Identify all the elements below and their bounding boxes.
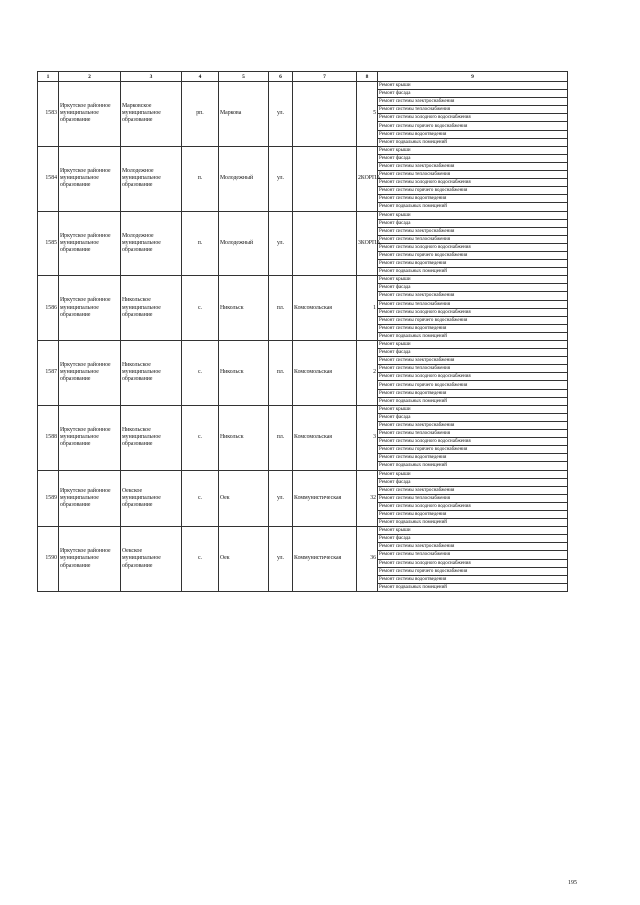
repair-work-item: Ремонт фасада: [378, 413, 568, 421]
repair-work-item: Ремонт системы электроснабжения: [378, 98, 568, 106]
repair-work-item: Ремонт системы холодного водоснабжения: [378, 438, 568, 446]
house-number-cell: 5: [357, 82, 378, 147]
repair-work-item: Ремонт подвальных помещений: [378, 203, 568, 211]
district-cell: Иркутское районное муниципальное образование: [59, 211, 121, 276]
municipality-cell: Марковское муниципальное образование: [121, 82, 182, 147]
repair-work-item: Ремонт крыши: [378, 341, 568, 349]
row-number-cell: 1587: [38, 341, 59, 406]
repair-work-item: Ремонт крыши: [378, 405, 568, 413]
repair-work-item: Ремонт системы горячего водоснабжения: [378, 122, 568, 130]
repair-work-item: Ремонт системы горячего водоснабжения: [378, 567, 568, 575]
repair-work-item: Ремонт системы водоотведения: [378, 195, 568, 203]
street-cell: Комсомольская: [293, 276, 357, 341]
repair-work-item: Ремонт фасада: [378, 154, 568, 162]
repair-work-item: Ремонт системы теплоснабжения: [378, 551, 568, 559]
repair-work-item: Ремонт системы холодного водоснабжения: [378, 243, 568, 251]
repair-work-item: Ремонт системы электроснабжения: [378, 543, 568, 551]
register-sheet: [37, 71, 567, 592]
district-cell: Иркутское районное муниципальное образование: [59, 405, 121, 470]
settlement-cell: Оек: [219, 527, 269, 592]
municipality-cell: Никольское муниципальное образование: [121, 341, 182, 406]
street-cell: Коммунистическая: [293, 527, 357, 592]
repair-work-item: Ремонт системы горячего водоснабжения: [378, 187, 568, 195]
register-entry-row: [38, 470, 568, 478]
register-entry-row: [38, 341, 568, 349]
repair-work-item: Ремонт системы водоотведения: [378, 260, 568, 268]
repair-work-item: Ремонт подвальных помещений: [378, 583, 568, 591]
repair-work-item: Ремонт крыши: [378, 527, 568, 535]
house-number-cell: 32: [357, 470, 378, 527]
repair-work-item: Ремонт системы водоотведения: [378, 454, 568, 462]
municipality-cell: Оекское муниципальное образование: [121, 527, 182, 592]
house-number-cell: 3: [357, 405, 378, 470]
column-header: 1: [38, 72, 59, 82]
repair-work-item: Ремонт системы теплоснабжения: [378, 494, 568, 502]
district-cell: Иркутское районное муниципальное образование: [59, 527, 121, 592]
settlement-cell: Никольск: [219, 405, 269, 470]
repair-work-item: Ремонт системы водоотведения: [378, 510, 568, 518]
row-number-cell: 1588: [38, 405, 59, 470]
settlement-type-cell: с.: [182, 341, 219, 406]
repair-work-item: Ремонт системы холодного водоснабжения: [378, 373, 568, 381]
repair-work-item: Ремонт системы водоотведения: [378, 324, 568, 332]
settlement-type-cell: рп.: [182, 82, 219, 147]
district-cell: Иркутское районное муниципальное образование: [59, 470, 121, 527]
repair-work-item: Ремонт подвальных помещений: [378, 519, 568, 527]
repair-work-item: Ремонт системы водоотведения: [378, 130, 568, 138]
repair-work-item: Ремонт системы электроснабжения: [378, 227, 568, 235]
repair-work-item: Ремонт системы теплоснабжения: [378, 365, 568, 373]
repair-work-item: Ремонт фасада: [378, 219, 568, 227]
column-header: 4: [182, 72, 219, 82]
settlement-cell: Оек: [219, 470, 269, 527]
settlement-type-cell: с.: [182, 527, 219, 592]
repair-work-item: Ремонт системы холодного водоснабжения: [378, 114, 568, 122]
house-number-cell: 2КОРПА: [357, 146, 378, 211]
register-entry-row: [38, 211, 568, 219]
repair-work-item: Ремонт системы холодного водоснабжения: [378, 179, 568, 187]
house-number-cell: 2: [357, 341, 378, 406]
column-header: 8: [357, 72, 378, 82]
street-type-cell: ул.: [269, 82, 293, 147]
row-number-cell: 1585: [38, 211, 59, 276]
page-number: 195: [568, 880, 577, 886]
municipality-cell: Молодежное муниципальное образование: [121, 211, 182, 276]
street-type-cell: пл.: [269, 276, 293, 341]
repair-work-item: Ремонт системы холодного водоснабжения: [378, 502, 568, 510]
street-type-cell: ул.: [269, 470, 293, 527]
settlement-type-cell: п.: [182, 211, 219, 276]
settlement-cell: Молодежный: [219, 211, 269, 276]
row-number-cell: 1584: [38, 146, 59, 211]
repair-work-item: Ремонт подвальных помещений: [378, 268, 568, 276]
repair-work-item: Ремонт фасада: [378, 90, 568, 98]
row-number-cell: 1583: [38, 82, 59, 147]
row-number-cell: 1586: [38, 276, 59, 341]
repair-work-item: Ремонт системы электроснабжения: [378, 486, 568, 494]
street-type-cell: ул.: [269, 527, 293, 592]
street-cell: [293, 146, 357, 211]
repair-work-item: Ремонт системы горячего водоснабжения: [378, 316, 568, 324]
column-header: 9: [378, 72, 568, 82]
repair-work-item: Ремонт системы теплоснабжения: [378, 235, 568, 243]
repair-work-item: Ремонт системы холодного водоснабжения: [378, 308, 568, 316]
register-entry-row: [38, 527, 568, 535]
municipality-cell: Молодежное муниципальное образование: [121, 146, 182, 211]
street-cell: [293, 82, 357, 147]
repair-work-item: Ремонт системы теплоснабжения: [378, 300, 568, 308]
repair-work-item: Ремонт крыши: [378, 211, 568, 219]
repair-work-item: Ремонт системы теплоснабжения: [378, 430, 568, 438]
street-cell: Комсомольская: [293, 341, 357, 406]
repair-work-item: Ремонт крыши: [378, 146, 568, 154]
row-number-cell: 1589: [38, 470, 59, 527]
district-cell: Иркутское районное муниципальное образование: [59, 276, 121, 341]
street-cell: Коммунистическая: [293, 470, 357, 527]
settlement-type-cell: с.: [182, 470, 219, 527]
repair-work-item: Ремонт системы холодного водоснабжения: [378, 559, 568, 567]
repair-work-item: Ремонт крыши: [378, 276, 568, 284]
column-header: 7: [293, 72, 357, 82]
repair-work-item: Ремонт системы горячего водоснабжения: [378, 446, 568, 454]
register-entry-row: [38, 405, 568, 413]
column-number-header-row: [38, 72, 568, 82]
capital-repair-register-table: [37, 71, 568, 592]
repair-work-item: Ремонт системы электроснабжения: [378, 357, 568, 365]
register-entry-row: [38, 146, 568, 154]
street-cell: [293, 211, 357, 276]
repair-work-item: Ремонт крыши: [378, 82, 568, 90]
repair-work-item: Ремонт системы теплоснабжения: [378, 106, 568, 114]
settlement-type-cell: с.: [182, 405, 219, 470]
column-header: 2: [59, 72, 121, 82]
column-header: 5: [219, 72, 269, 82]
repair-work-item: Ремонт крыши: [378, 470, 568, 478]
repair-work-item: Ремонт системы электроснабжения: [378, 162, 568, 170]
repair-work-item: Ремонт подвальных помещений: [378, 332, 568, 340]
street-type-cell: пл.: [269, 341, 293, 406]
row-number-cell: 1590: [38, 527, 59, 592]
district-cell: Иркутское районное муниципальное образование: [59, 146, 121, 211]
repair-work-item: Ремонт системы горячего водоснабжения: [378, 251, 568, 259]
municipality-cell: Никольское муниципальное образование: [121, 276, 182, 341]
settlement-cell: Молодежный: [219, 146, 269, 211]
house-number-cell: 1: [357, 276, 378, 341]
district-cell: Иркутское районное муниципальное образование: [59, 341, 121, 406]
settlement-cell: Маркова: [219, 82, 269, 147]
repair-work-item: Ремонт фасада: [378, 478, 568, 486]
column-header: 3: [121, 72, 182, 82]
municipality-cell: Никольское муниципальное образование: [121, 405, 182, 470]
settlement-cell: Никольск: [219, 276, 269, 341]
municipality-cell: Оекское муниципальное образование: [121, 470, 182, 527]
settlement-type-cell: п.: [182, 146, 219, 211]
repair-work-item: Ремонт системы электроснабжения: [378, 292, 568, 300]
house-number-cell: 3КОРПА: [357, 211, 378, 276]
column-header: 6: [269, 72, 293, 82]
house-number-cell: 36: [357, 527, 378, 592]
district-cell: Иркутское районное муниципальное образование: [59, 82, 121, 147]
street-type-cell: ул.: [269, 211, 293, 276]
settlement-type-cell: с.: [182, 276, 219, 341]
repair-work-item: Ремонт подвальных помещений: [378, 462, 568, 470]
street-cell: Комсомольская: [293, 405, 357, 470]
repair-work-item: Ремонт подвальных помещений: [378, 397, 568, 405]
repair-work-item: Ремонт системы водоотведения: [378, 575, 568, 583]
settlement-cell: Никольск: [219, 341, 269, 406]
repair-work-item: Ремонт системы горячего водоснабжения: [378, 381, 568, 389]
repair-work-item: Ремонт фасада: [378, 535, 568, 543]
repair-work-item: Ремонт фасада: [378, 284, 568, 292]
repair-work-item: Ремонт фасада: [378, 349, 568, 357]
register-body: [38, 82, 568, 592]
repair-work-item: Ремонт системы водоотведения: [378, 389, 568, 397]
street-type-cell: ул.: [269, 146, 293, 211]
register-entry-row: [38, 276, 568, 284]
register-entry-row: [38, 82, 568, 90]
repair-work-item: Ремонт подвальных помещений: [378, 138, 568, 146]
street-type-cell: пл.: [269, 405, 293, 470]
repair-work-item: Ремонт системы электроснабжения: [378, 421, 568, 429]
repair-work-item: Ремонт системы теплоснабжения: [378, 171, 568, 179]
